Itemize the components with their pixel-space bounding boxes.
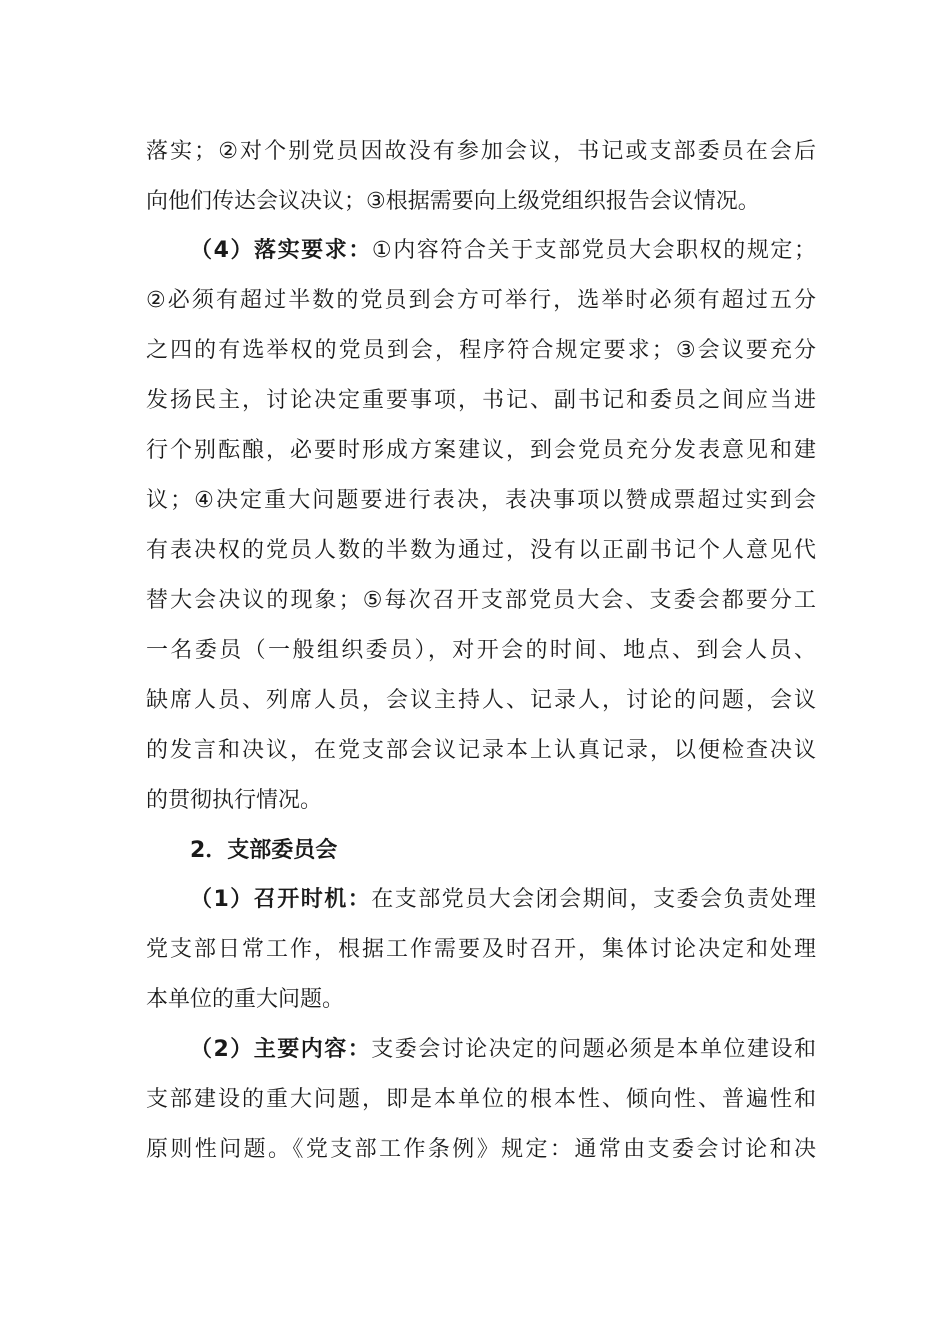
section-heading-text: 2．支部委员会: [190, 838, 338, 863]
line-text: 发扬民主，讨论决定重要事项，书记、副书记和委员之间应当进: [146, 388, 816, 413]
line-text: ①内容符合关于支部党员大会职权的规定；: [371, 238, 816, 263]
line-text: 之四的有选举权的党员到会，程序符合规定要求；③会议要充分: [146, 338, 816, 363]
paragraph-line: [146, 686, 816, 716]
paragraph-line: [146, 1135, 816, 1165]
paragraph-line: [146, 786, 816, 816]
paragraph-line: [146, 636, 816, 666]
line-text: 在支部党员大会闭会期间，支委会负责处理: [371, 887, 816, 912]
paragraph-line: [190, 885, 816, 915]
line-text: 的贯彻执行情况。: [146, 788, 323, 813]
paragraph-line: [146, 536, 816, 566]
paragraph-line: [146, 736, 816, 766]
line-text: 行个别酝酿，必要时形成方案建议，到会党员充分发表意见和建: [146, 438, 816, 463]
paragraph-line: [146, 386, 816, 416]
line-text: 缺席人员、列席人员，会议主持人、记录人，讨论的问题，会议: [146, 688, 816, 713]
item-heading: （2）主要内容：: [190, 1037, 372, 1062]
item-heading: （1）召开时机：: [190, 887, 372, 912]
line-text: 有表决权的党员人数的半数为通过，没有以正副书记个人意见代: [146, 538, 816, 563]
paragraph-line: [146, 187, 816, 217]
paragraph-line: [146, 486, 816, 516]
item-heading: （4）落实要求：: [190, 238, 372, 263]
section-heading: [190, 836, 816, 866]
paragraph-line: [146, 935, 816, 965]
line-text: 的发言和决议，在党支部会议记录本上认真记录，以便检查决议: [146, 738, 816, 763]
paragraph-line: [146, 286, 816, 316]
paragraph-line: [190, 236, 816, 266]
line-text: 支委会讨论决定的问题必须是本单位建设和: [371, 1037, 816, 1062]
line-text: 本单位的重大问题。: [146, 987, 345, 1012]
paragraph-line: [190, 1035, 816, 1065]
paragraph-line: [146, 137, 816, 167]
paragraph-line: [146, 336, 816, 366]
line-text: 议；④决定重大问题要进行表决，表决事项以赞成票超过实到会: [146, 488, 816, 513]
line-text: 支部建设的重大问题，即是本单位的根本性、倾向性、普遍性和: [146, 1087, 816, 1112]
paragraph-line: [146, 436, 816, 466]
line-text: 替大会决议的现象；⑤每次召开支部党员大会、支委会都要分工: [146, 588, 816, 613]
line-text: 向他们传达会议决议；③根据需要向上级党组织报告会议情况。: [146, 189, 760, 214]
line-text: 党支部日常工作，根据工作需要及时召开，集体讨论决定和处理: [146, 937, 816, 962]
line-text: ②必须有超过半数的党员到会方可举行，选举时必须有超过五分: [146, 288, 816, 313]
line-text: 落实；②对个别党员因故没有参加会议，书记或支部委员在会后: [146, 139, 816, 164]
paragraph-line: [146, 1085, 816, 1115]
line-text: 一名委员（一般组织委员），对开会的时间、地点、到会人员、: [146, 638, 816, 663]
paragraph-line: [146, 586, 816, 616]
paragraph-line: [146, 985, 816, 1015]
line-text: 原则性问题。《党支部工作条例》规定：通常由支委会讨论和决: [146, 1137, 816, 1162]
